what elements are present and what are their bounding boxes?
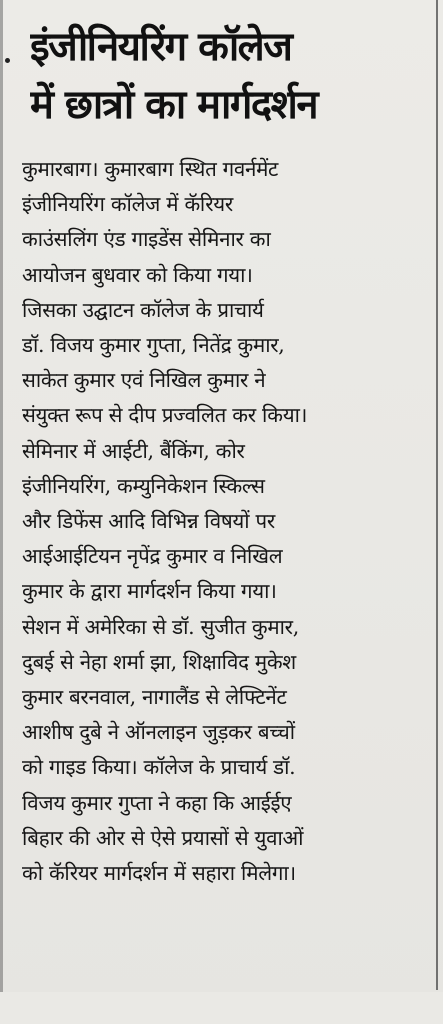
bullet-dot: [5, 58, 10, 63]
article-body-line: आईआईटियन नृपेंद्र कुमार व निखिल: [22, 544, 283, 569]
headline-line-1: इंजीनियरिंग कॉलेज: [30, 24, 292, 70]
article-body-line: और डिफेंस आदि विभिन्न विषयों पर: [22, 509, 275, 534]
article-body-line: विजय कुमार गुप्ता ने कहा कि आईईए: [22, 790, 292, 815]
article-body-line: कुमार बरनवाल, नागालैंड से लेफ्टिनेंट: [22, 685, 287, 710]
article-body-line: कुमारबाग। कुमारबाग स्थित गवर्नमेंट: [22, 157, 279, 181]
article-body-line: जिसका उद्घाटन कॉलेज के प्राचार्य: [22, 297, 264, 322]
article-body-line: दुबई से नेहा शर्मा झा, शिक्षाविद मुकेश: [22, 649, 296, 674]
headline-line-2: में छात्रों का मार्गदर्शन: [30, 82, 318, 128]
article-body-line: बिहार की ओर से ऐसे प्रयासों से युवाओं: [22, 825, 304, 850]
article-body-line: संयुक्त रूप से दीप प्रज्वलित कर किया।: [22, 403, 308, 428]
news-article: [22, 18, 428, 891]
article-body-line: आयोजन बुधवार को किया गया।: [22, 262, 253, 287]
headline: [30, 18, 428, 134]
article-body-line: को कॅरियर मार्गदर्शन में सहारा मिलेगा।: [22, 861, 296, 886]
page-bottom-margin: [0, 992, 443, 1024]
article-body-line: इंजीनियरिंग, कम्युनिकेशन स्किल्स: [22, 473, 265, 498]
article-body: [22, 152, 428, 891]
article-body-line: काउंसलिंग एंड गाइडेंस सेमिनार का: [22, 227, 271, 252]
article-body-line: सेशन में अमेरिका से डॉ. सुजीत कुमार,: [22, 614, 299, 639]
article-body-line: को गाइड किया। कॉलेज के प्राचार्य डॉ.: [22, 755, 296, 780]
article-body-line: कुमार के द्वारा मार्गदर्शन किया गया।: [22, 579, 277, 604]
right-column-rule: [436, 0, 438, 990]
article-body-line: साकेत कुमार एवं निखिल कुमार ने: [22, 368, 266, 393]
article-body-line: आशीष दुबे ने ऑनलाइन जुड़कर बच्चों: [22, 720, 295, 745]
article-body-line: इंजीनियरिंग कॉलेज में कॅरियर: [22, 192, 233, 217]
left-column-rule: [0, 0, 3, 1024]
article-body-line: डॉ. विजय कुमार गुप्ता, नितेंद्र कुमार,: [22, 333, 285, 358]
article-body-line: सेमिनार में आईटी, बैंकिंग, कोर: [22, 438, 245, 463]
